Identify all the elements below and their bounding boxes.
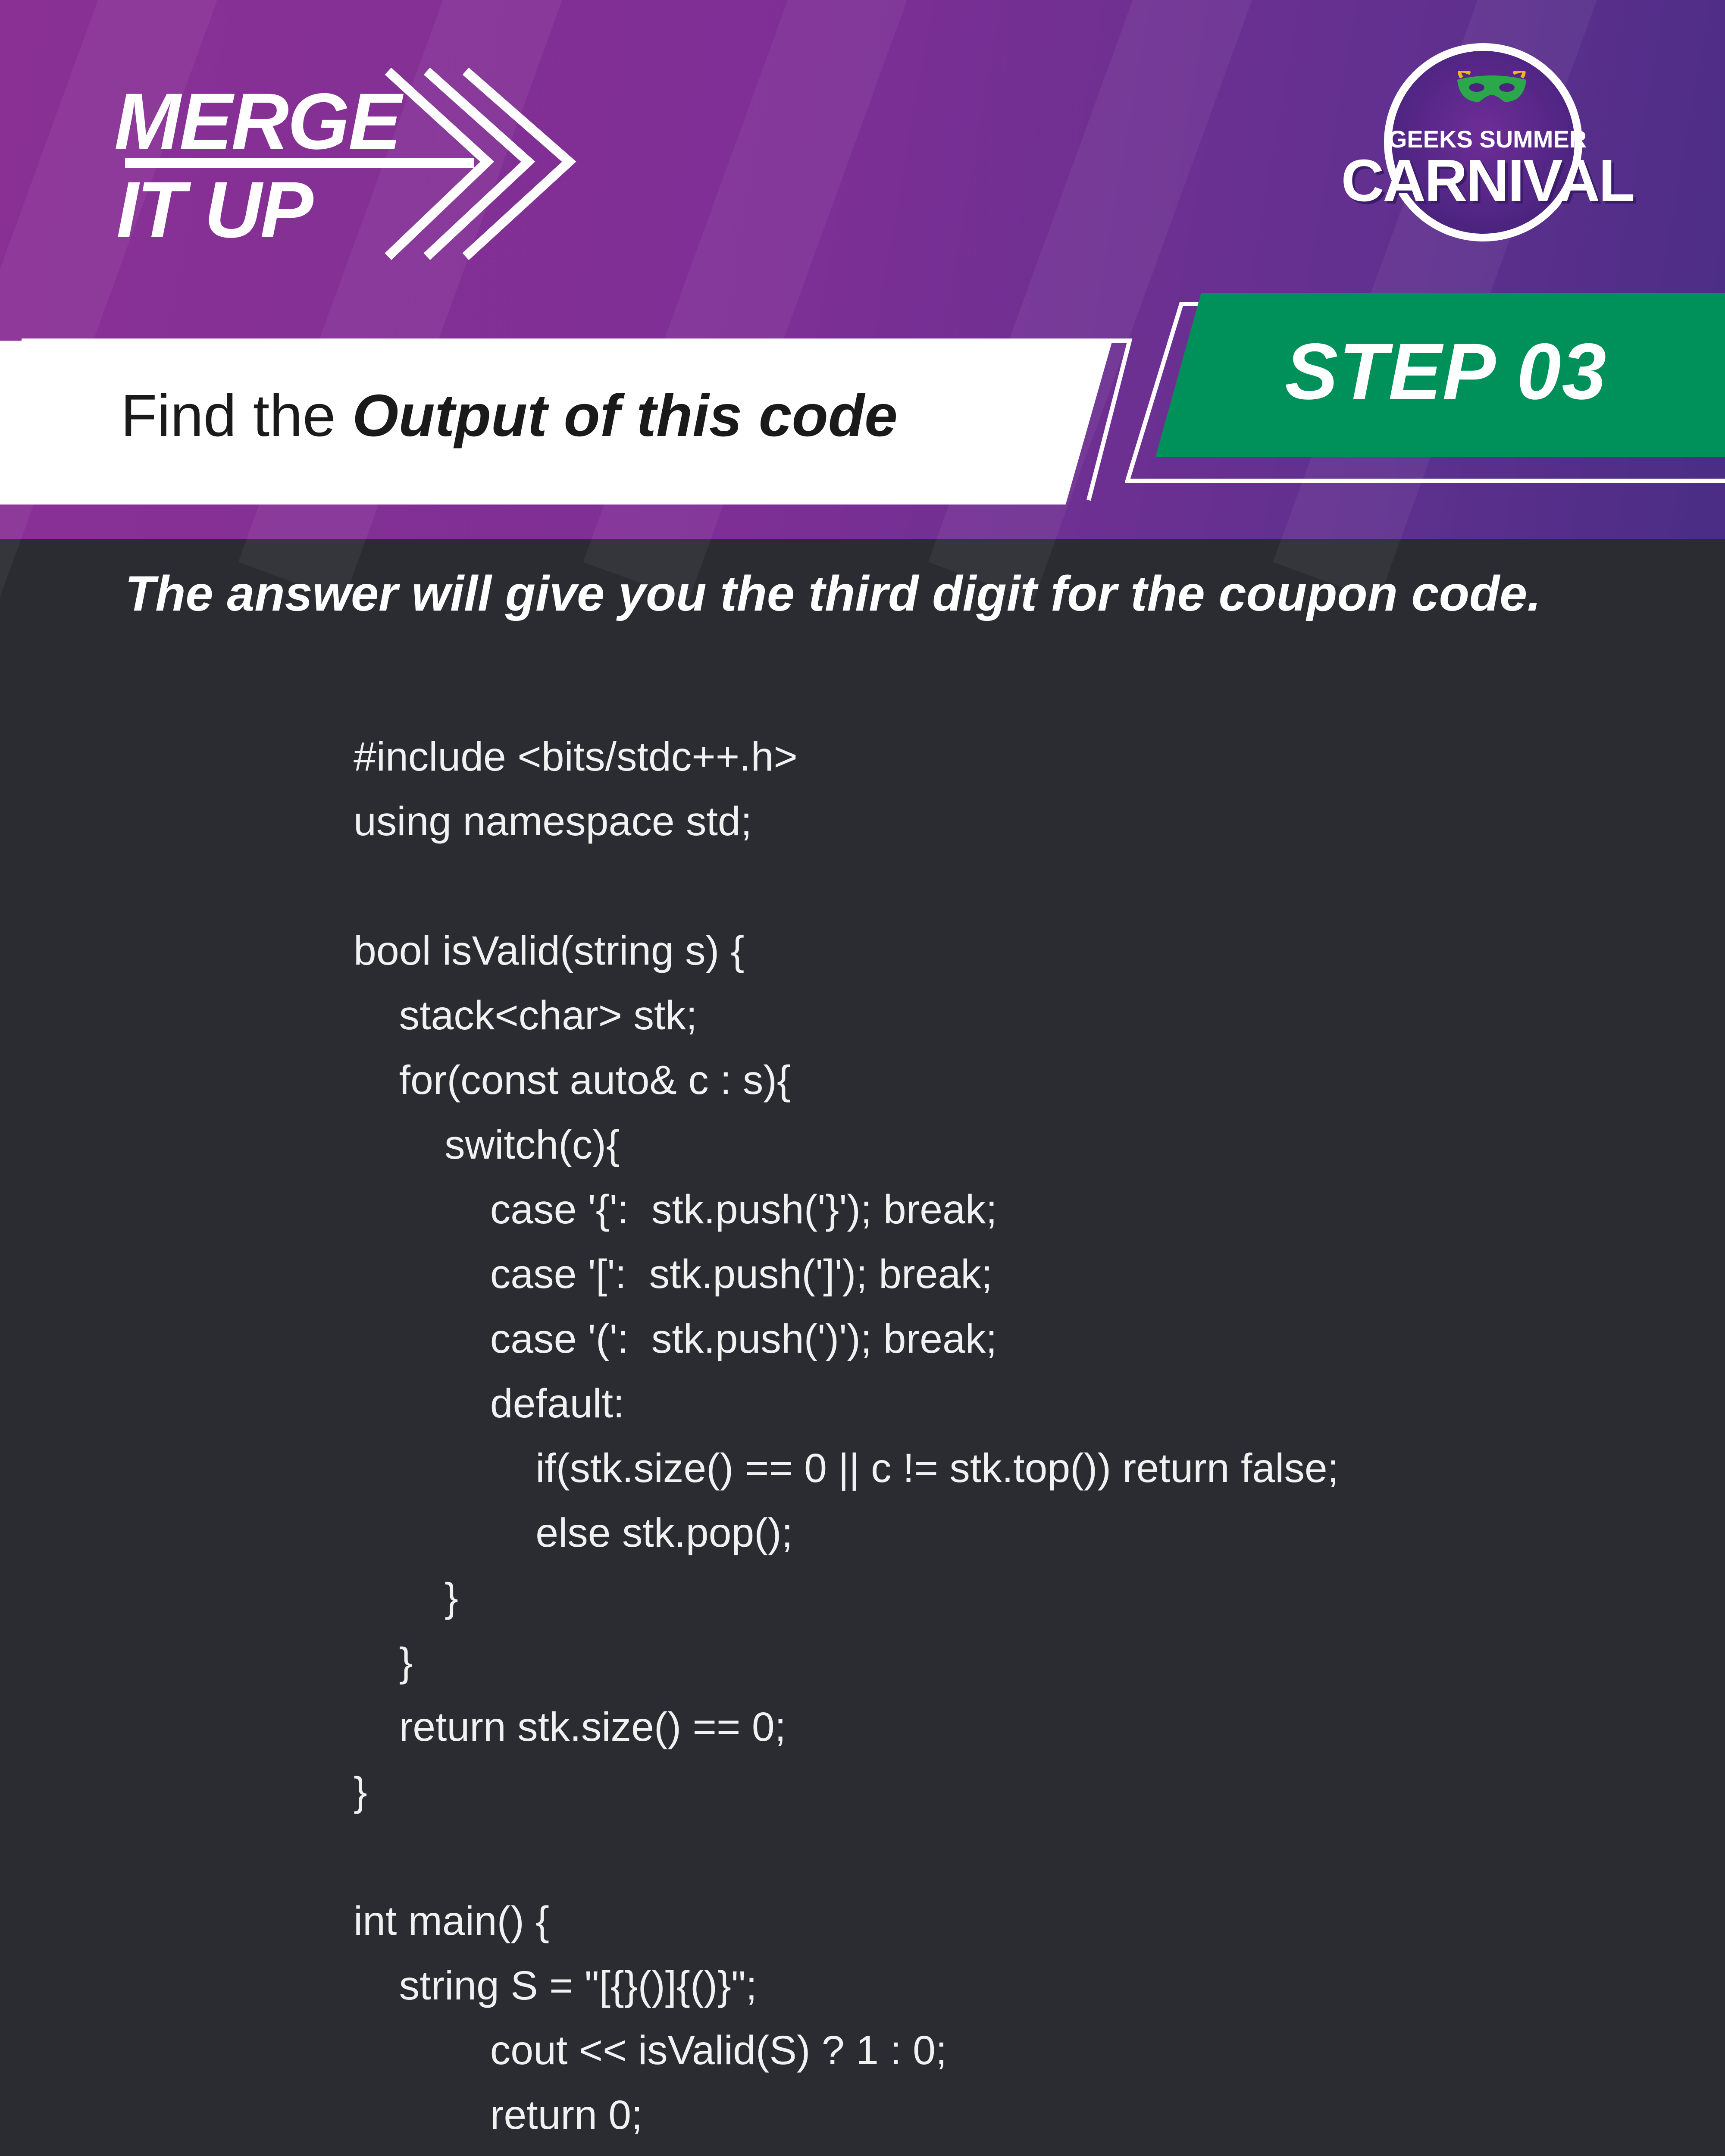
code-line: for(const auto& c : s){ (354, 1057, 791, 1103)
code-block (354, 724, 1339, 2156)
code-line: default: (354, 1381, 625, 1426)
code-line: else stk.pop(); (354, 1510, 793, 1556)
code-line (354, 1824, 1339, 1889)
code-line: if(stk.size() == 0 || c != stk.top()) return false; (354, 1445, 1339, 1491)
question-emphasis: Output of this code (352, 382, 898, 449)
merge-it-up-logo (108, 60, 582, 267)
instruction-text: The answer will give you the third digit for the coupon code. (125, 566, 1541, 621)
code-line: } (354, 1639, 413, 1685)
code-line: cout << isValid(S) ? 1 : 0; (354, 2028, 947, 2073)
code-line: int main() { (354, 1898, 550, 1944)
campaign-title-line1: MERGE (114, 77, 401, 166)
light-ray (583, 0, 925, 600)
code-line: #include <bits/stdc++.h> (354, 734, 798, 780)
code-line: stack<char> stk; (354, 993, 698, 1038)
code-line: return stk.size() == 0; (354, 1704, 786, 1750)
question-prefix: Find the (121, 382, 352, 449)
carnival-badge (1341, 34, 1634, 259)
step-label: STEP 03 (1285, 327, 1607, 416)
question-heading (121, 382, 898, 449)
code-line (354, 2147, 1339, 2156)
carnival-mask-icon (1453, 71, 1531, 110)
code-line: case '[': stk.push(']'); break; (354, 1251, 993, 1297)
code-line: return 0; (354, 2092, 643, 2138)
code-line (354, 854, 1339, 918)
code-line: string S = "[{}()]{()}"; (354, 1963, 757, 2009)
badge-title: CARNIVAL (1341, 147, 1634, 214)
code-line: case '{': stk.push('}'); break; (354, 1187, 997, 1232)
code-line: using namespace std; (354, 799, 752, 844)
badge-subtitle: GEEKS SUMMER (1388, 125, 1587, 153)
code-line: } (354, 1575, 458, 1620)
code-line: } (354, 1769, 367, 1814)
code-line: case '(': stk.push(')'); break; (354, 1316, 997, 1362)
code-line: switch(c){ (354, 1122, 620, 1168)
code-line: bool isValid(string s) { (354, 928, 745, 974)
campaign-title-line2: IT UP (116, 166, 312, 254)
